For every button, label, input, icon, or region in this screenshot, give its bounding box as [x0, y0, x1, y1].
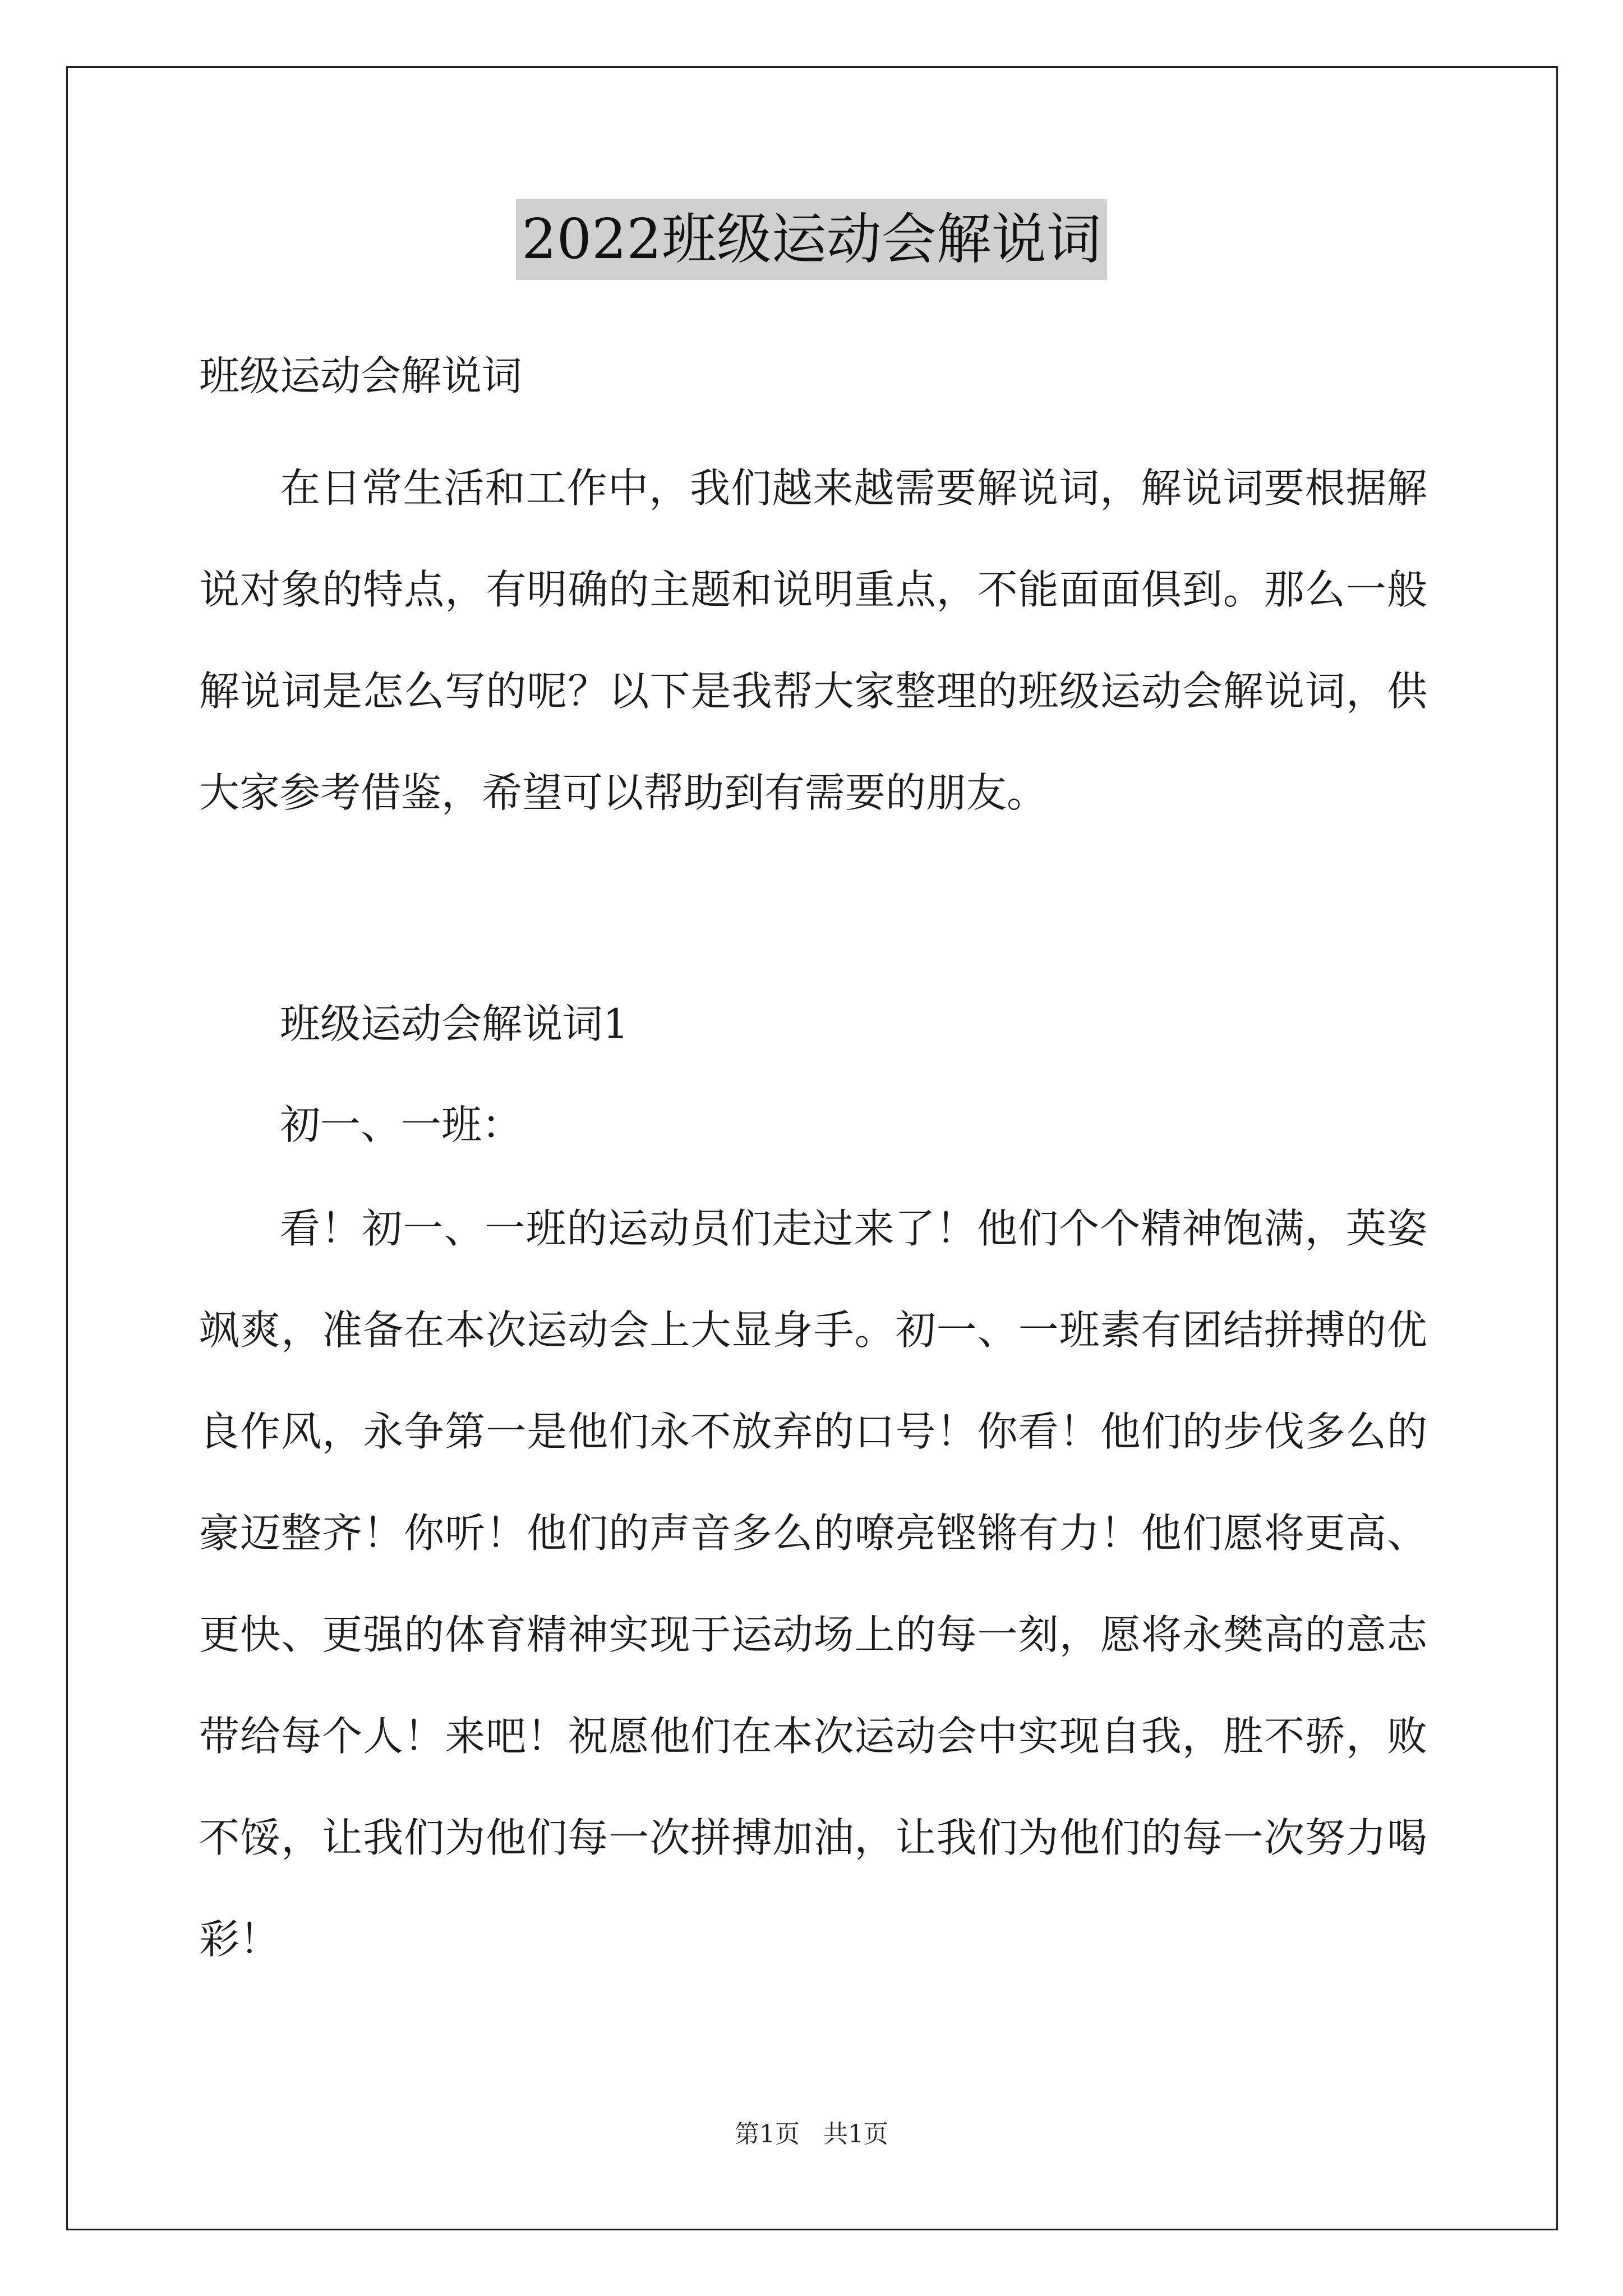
intro-paragraph: 在日常生活和工作中，我们越来越需要解说词，解说词要根据解说对象的特点，有明确的主题和说明重点，不能面面俱到。那么一般解说词是怎么写的呢？以下是我帮大家整理的班级运动会解说词，供大家参考借鉴，希望可以帮助到有需要的朋友。	[199, 464, 1427, 816]
class-label: 初一、一班：	[280, 1101, 523, 1148]
document-subtitle: 班级运动会解说词	[199, 352, 523, 399]
section-title: 班级运动会解说词1	[280, 1000, 629, 1047]
page-number: 第1页	[735, 2120, 800, 2148]
title-container	[0, 199, 1623, 280]
page-total: 共1页	[823, 2120, 888, 2148]
document-title: 2022班级运动会解说词	[516, 199, 1106, 280]
body-paragraph: 看！初一、一班的运动员们走过来了！他们个个精神饱满，英姿飒爽，准备在本次运动会上大显身手。初一、一班素有团结拼搏的优良作风，永争第一是他们永不放弃的口号！你看！他们的步伐多么的豪迈整齐！你听！他们的声音多么的嘹亮铿锵有力！他们愿将更高、更快、更强的体育精神实现于运动场上的每一刻，愿将永樊高的意志带给每个人！来吧！祝愿他们在本次运动会中实现自我，胜不骄，败不馁，让我们为他们每一次拼搏加油，让我们为他们的每一次努力喝彩！	[199, 1205, 1427, 1963]
page-footer	[0, 2118, 1623, 2151]
